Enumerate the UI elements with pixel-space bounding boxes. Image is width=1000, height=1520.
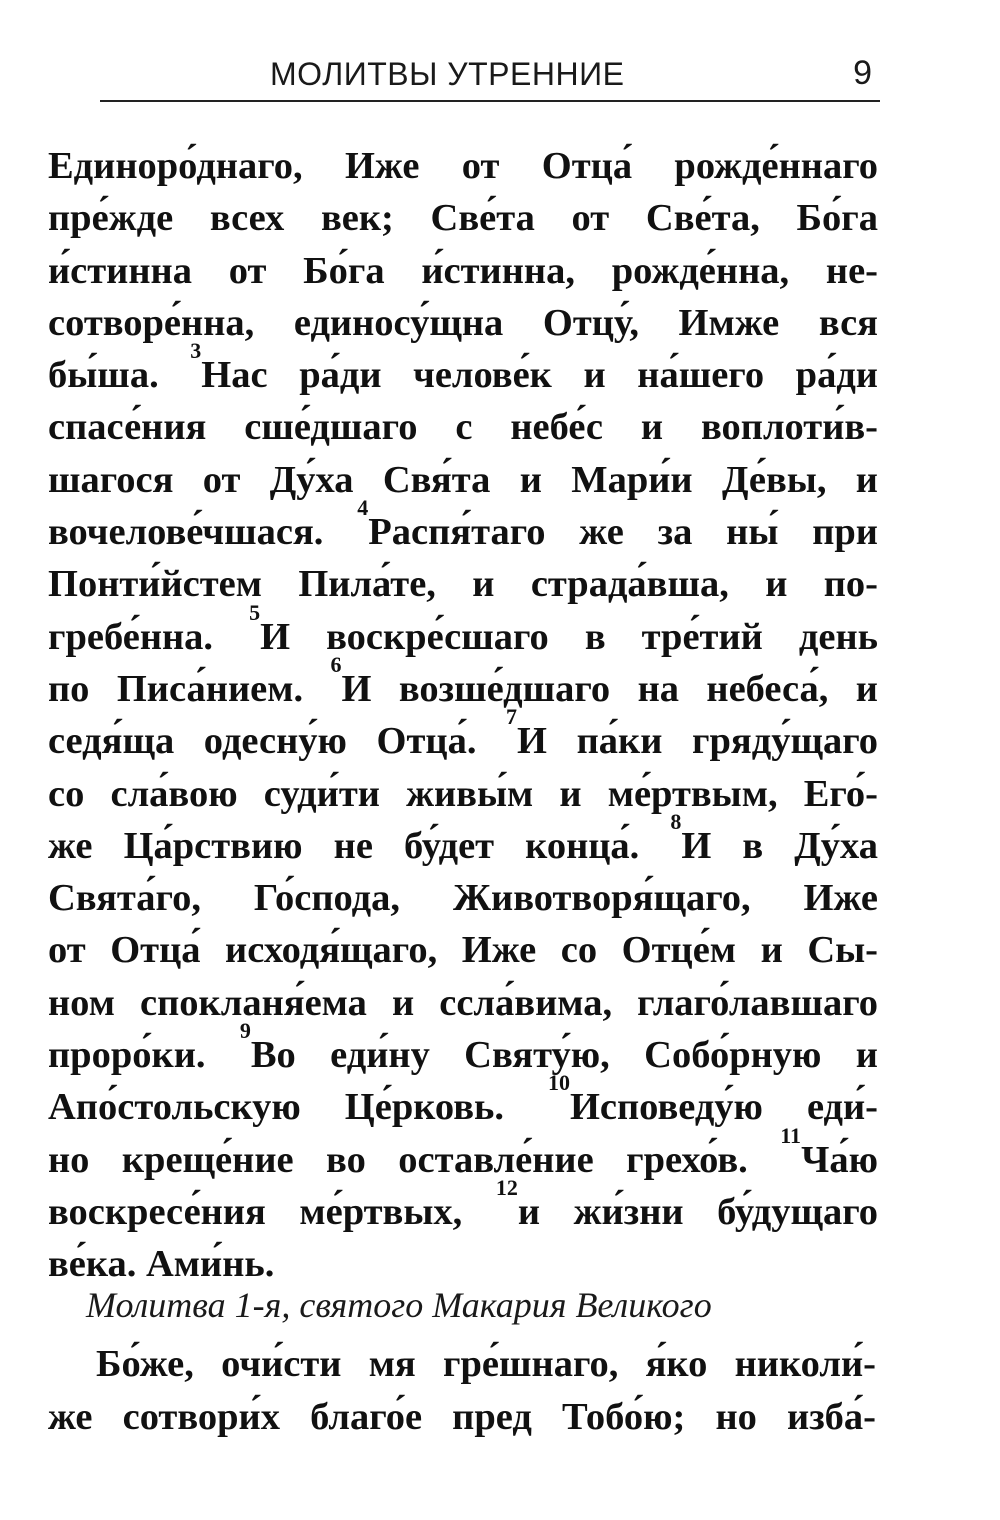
creed-line bbox=[48, 1238, 878, 1290]
verse-number: 4 bbox=[357, 495, 369, 521]
creed-text-run: шагося от Ду́ха Свя́та и Мари́и Де́вы, и bbox=[48, 458, 878, 501]
creed-text-run: Единоро́днаго, Иже от Отца́ рожде́ннаго bbox=[48, 145, 878, 187]
creed-line bbox=[48, 704, 878, 767]
creed-text-run: и жи́зни бу́дущаго bbox=[517, 1190, 879, 1233]
verse-number: 10 bbox=[547, 1070, 570, 1096]
creed-text-run: спасе́ния сше́дшаго с небе́с и воплоти́в- bbox=[48, 406, 878, 449]
creed-line bbox=[48, 651, 878, 715]
creed-line bbox=[48, 245, 878, 297]
creed-line bbox=[48, 977, 878, 1029]
creed-line bbox=[48, 1122, 878, 1186]
verse-number: 9 bbox=[239, 1018, 251, 1044]
creed-text-run: Апо́стольскую Це́рковь. bbox=[48, 1086, 548, 1129]
creed-line bbox=[48, 140, 878, 192]
verse-number: 5 bbox=[249, 599, 261, 625]
creed-text-run: Исповеду́ю еди́- bbox=[569, 1086, 879, 1129]
creed-line bbox=[48, 768, 878, 820]
creed-text-run: от Отца́ исходя́щаго, Иже со Отце́м и Сы- bbox=[48, 929, 878, 972]
creed-text-run: по Писа́нием. bbox=[48, 667, 331, 710]
creed-text-run: гребе́нна. bbox=[48, 615, 250, 658]
creed-line bbox=[48, 338, 878, 401]
creed-line bbox=[48, 558, 878, 610]
running-title: МОЛИТВЫ УТРЕННИЕ bbox=[270, 56, 625, 92]
creed-line bbox=[48, 599, 878, 663]
creed-line bbox=[48, 872, 878, 924]
running-header bbox=[100, 50, 880, 102]
creed-text-run: со сла́вою суди́ти живы́м и ме́ртвым, Его́- bbox=[48, 772, 878, 815]
creed-text-run: седя́ща одесну́ю Отца́. bbox=[48, 720, 507, 763]
verse-number: 6 bbox=[330, 651, 342, 677]
creed-text-run: бы́ша. bbox=[48, 354, 191, 397]
creed-text-run: ном спокланя́ема и ссла́вима, глаго́лавшаго bbox=[48, 981, 878, 1024]
creed-text-run: Понти́йстем Пила́те, и страда́вша, и по- bbox=[48, 563, 878, 606]
creed-text-run: И в Ду́ха bbox=[681, 824, 879, 867]
creed-text-run: проро́ки. bbox=[48, 1034, 240, 1077]
page-number: 9 bbox=[853, 54, 872, 92]
verse-number: 8 bbox=[670, 808, 682, 834]
creed-text-run: Во еди́ну Святу́ю, Собо́рную и bbox=[250, 1034, 878, 1077]
creed-text-run: воскресе́ния ме́ртвых, bbox=[48, 1190, 496, 1233]
creed-line bbox=[48, 1174, 879, 1238]
creed-line bbox=[48, 924, 878, 976]
creed-line bbox=[48, 1018, 878, 1081]
creed-text-run: ве́ка. Ами́нь. bbox=[48, 1243, 275, 1286]
creed-text-run: И воскре́сшаго в тре́тий день bbox=[260, 615, 878, 658]
prayer-heading: Молитва 1-я, святого Макария Великого bbox=[86, 1285, 712, 1325]
prayer-text bbox=[48, 1338, 876, 1444]
creed-text-run: Распя́таго же за ны́ при bbox=[368, 511, 878, 554]
prayer-line: же сотвори́х благо́е пред Тобо́ю; но изба́- bbox=[48, 1396, 876, 1438]
creed-line bbox=[48, 192, 878, 244]
creed-line bbox=[48, 808, 879, 872]
creed-text-run: Нас ра́ди челове́к и на́шего ра́ди bbox=[201, 354, 878, 397]
creed-text bbox=[48, 140, 878, 1291]
creed-text-run: И возше́дшаго на небеса́, и bbox=[341, 667, 878, 710]
creed-text-run: вочелове́чшася. bbox=[48, 511, 358, 554]
verse-number: 3 bbox=[190, 338, 202, 364]
verse-number: 7 bbox=[506, 704, 518, 730]
creed-text-run: пре́жде всех век; Све́та от Све́та, Бо́га bbox=[48, 197, 878, 240]
creed-text-run: но креще́ние во оставле́ние грехо́в. bbox=[48, 1138, 781, 1181]
creed-line bbox=[48, 1070, 879, 1133]
creed-line bbox=[48, 454, 878, 506]
creed-line bbox=[48, 495, 878, 558]
creed-text-run: же Ца́рствию не бу́дет конца́. bbox=[48, 824, 671, 867]
creed-text-run: И па́ки гряду́щаго bbox=[517, 720, 878, 763]
verse-number: 12 bbox=[495, 1174, 518, 1200]
creed-line bbox=[48, 401, 878, 453]
creed-text-run: сотворе́нна, единосу́щна Отцу́, Имже вся bbox=[48, 301, 878, 344]
creed-text-run: Свята́го, Го́спода, Животворя́щаго, Иже bbox=[48, 877, 878, 920]
prayer-line: Бо́же, очи́сти мя гре́шнаго, я́ко николи́- bbox=[96, 1343, 876, 1385]
creed-text-run: и́стинна от Бо́га и́стинна, рожде́нна, не- bbox=[48, 249, 878, 292]
verse-number: 11 bbox=[780, 1122, 802, 1148]
creed-text-run: Ча́ю bbox=[801, 1138, 878, 1181]
creed-line bbox=[48, 297, 878, 349]
